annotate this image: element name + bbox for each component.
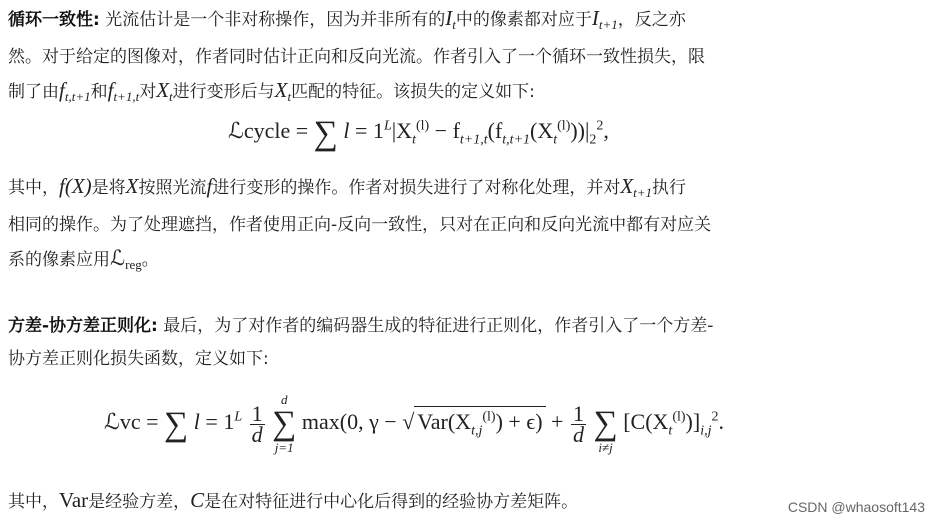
- sum-i-neq-j: ∑ i≠j: [593, 405, 618, 455]
- formula-cycle-loss: ℒcycle = ∑ $l = 1^L|X_t^{(l)} - f_{t+1,t}(f_{t,t+1}(X_t^{(l)}))|_2^2$,: [228, 115, 609, 152]
- fraction-one-over-d: $\frac{1}{d}$: [251, 400, 263, 447]
- p2-line2: 相同的操作。为了处理遮挡，作者使用正向-反向一致性，只对在正向和反向光流中都有对应关: [8, 215, 712, 235]
- paragraph-var-definition: 其中，Var是经验方差，C是在对特征进行中心化后得到的经验协方差矩阵。: [8, 488, 579, 512]
- paragraph-variance-covariance: [8, 310, 932, 376]
- p1-line2: 然。对于给定的图像对，作者同时估计正向和反向光流。作者引入了一个循环一致性损失，限: [8, 47, 705, 67]
- vc-heading: 方差-协方差正则化:: [8, 316, 158, 336]
- paragraph-cycle-consistency: [8, 2, 932, 113]
- paragraph-warp-description: [8, 170, 932, 281]
- p1-line1: 循环一致性: 光流估计是一个非对称操作，因为并非所有的$I_t$中的像素都对应于$I_{t+1}$，反之亦: [8, 6, 686, 32]
- p2-line1: 其中，f(X)是将X按照光流f进行变形的操作。作者对损失进行了对称化处理，并对$X_{t+1}$执行: [8, 174, 687, 200]
- csdn-watermark: CSDN @whaosoft143: [787, 499, 925, 515]
- p3-line2: 协方差正则化损失函数，定义如下:: [8, 349, 269, 369]
- p1-line3: 制了由$f_{t,t+1}$和$f_{t+1,t}$对$X_t$进行变形后与$X_t$匹配的特征。该损失的定义如下:: [8, 78, 535, 104]
- sum-j: d ∑ j=1: [272, 392, 297, 455]
- sqrt-radical: √: [402, 409, 415, 435]
- formula-vc-loss: ℒvc = ∑ $l = 1^L$ $\frac{1}{d}$ d ∑ j=1 max(0, γ − √ $Var(X_{t,j}^{(l)}) + \epsilon$) + $\frac{1}{d}$ ∑ i≠j $[C(X_t^{(l)})]_{i,j}^2$.: [104, 392, 724, 455]
- fraction-one-over-d-2: $\frac{1}{d}$: [572, 400, 584, 447]
- p2-line3: 系的像素应用ℒ$_{reg}$。: [8, 246, 159, 272]
- cycle-heading: 循环一致性:: [8, 10, 100, 30]
- p3-line1: 方差-协方差正则化: 最后，为了对作者的编码器生成的特征进行正则化，作者引入了一个方差-: [8, 316, 714, 336]
